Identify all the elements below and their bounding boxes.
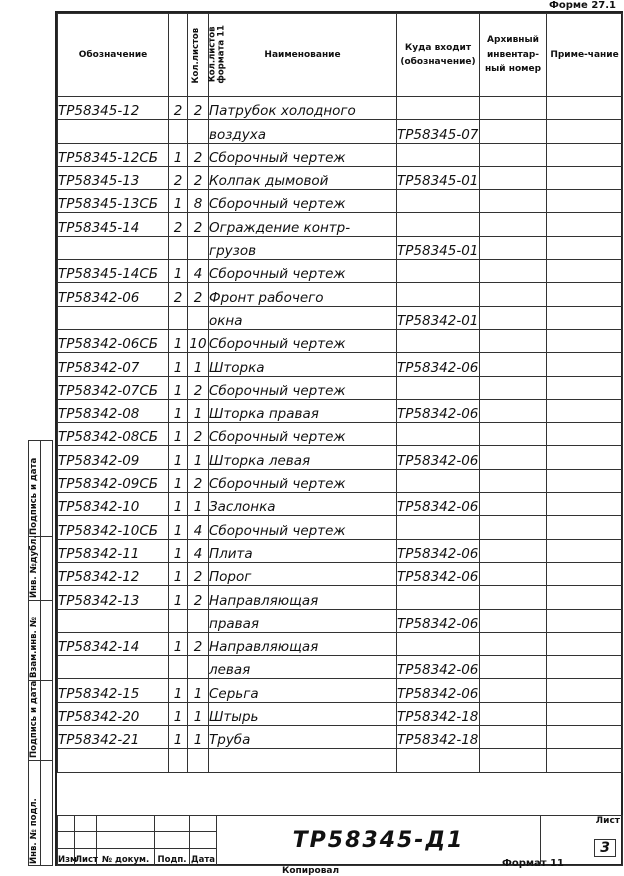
row-archive — [480, 120, 547, 143]
row-sheets-format — [188, 656, 209, 679]
row-destination — [397, 190, 480, 213]
row-sheets: 1 — [169, 539, 188, 562]
row-name: Фронт рабочего — [209, 283, 397, 306]
row-name: Сборочный чертеж — [209, 190, 397, 213]
row-sheets-format: 2 — [188, 423, 209, 446]
row-note — [547, 656, 623, 679]
row-destination: ТР58342-01 — [397, 306, 480, 329]
row-designation: ТР58342-15 — [58, 679, 169, 702]
row-destination — [397, 423, 480, 446]
row-note — [547, 213, 623, 236]
row-designation: ТР58342-07 — [58, 353, 169, 376]
row-sheets: 2 — [169, 283, 188, 306]
row-sheets — [169, 609, 188, 632]
row-sheets-format: 1 — [188, 702, 209, 725]
row-name: Сборочный чертеж — [209, 516, 397, 539]
table-row — [58, 562, 623, 585]
row-sheets-format — [188, 306, 209, 329]
side-divider-2 — [28, 600, 53, 601]
stamp-date: Дата — [190, 849, 217, 866]
table-row — [58, 702, 623, 725]
row-name: правая — [209, 609, 397, 632]
row-note — [547, 586, 623, 609]
row-note — [547, 353, 623, 376]
side-label-sign-date-1: Подпись и дата — [29, 457, 39, 535]
row-archive — [480, 702, 547, 725]
row-note — [547, 143, 623, 166]
col-designation: Обозначение — [58, 14, 169, 97]
row-sheets-format: 4 — [188, 260, 209, 283]
row-note — [547, 562, 623, 585]
row-destination: ТР58342-06 — [397, 609, 480, 632]
col-sheets: Кол.листов — [169, 14, 188, 97]
row-name: Шторка правая — [209, 399, 397, 422]
row-archive — [480, 726, 547, 749]
table-row — [58, 376, 623, 399]
row-note — [547, 609, 623, 632]
row-designation: ТР58342-10СБ — [58, 516, 169, 539]
row-designation: ТР58342-14 — [58, 632, 169, 655]
row-archive — [480, 399, 547, 422]
row-archive — [480, 143, 547, 166]
row-name: Направляющая — [209, 632, 397, 655]
row-destination — [397, 213, 480, 236]
row-destination — [397, 516, 480, 539]
row-sheets-format: 2 — [188, 213, 209, 236]
row-sheets: 1 — [169, 376, 188, 399]
table-row — [58, 679, 623, 702]
row-destination — [397, 749, 480, 772]
table-row — [58, 632, 623, 655]
copied-by-label: Копировал — [282, 866, 340, 876]
row-sheets-format: 2 — [188, 376, 209, 399]
row-archive — [480, 539, 547, 562]
side-divider-4 — [28, 760, 53, 761]
col-name: Наименование — [209, 14, 397, 97]
row-sheets: 1 — [169, 353, 188, 376]
table-row — [58, 446, 623, 469]
row-destination: ТР58342-06 — [397, 493, 480, 516]
row-destination — [397, 329, 480, 352]
table-row — [58, 609, 623, 632]
table-row — [58, 726, 623, 749]
row-destination — [397, 260, 480, 283]
row-sheets-format: 1 — [188, 399, 209, 422]
row-archive — [480, 609, 547, 632]
row-sheets: 2 — [169, 97, 188, 120]
table-row — [58, 166, 623, 189]
row-sheets-format: 2 — [188, 562, 209, 585]
row-designation — [58, 609, 169, 632]
row-destination — [397, 632, 480, 655]
row-designation: ТР58342-21 — [58, 726, 169, 749]
table-row — [58, 120, 623, 143]
table-row — [58, 423, 623, 446]
table-row — [58, 493, 623, 516]
table-row — [58, 586, 623, 609]
row-archive — [480, 376, 547, 399]
col-destination: Куда входит (обозначение) — [397, 14, 480, 97]
row-destination — [397, 586, 480, 609]
row-sheets: 1 — [169, 632, 188, 655]
table-row — [58, 97, 623, 120]
row-destination: ТР58342-18 — [397, 726, 480, 749]
col-note: Приме-чание — [547, 14, 623, 97]
row-sheets-format: 1 — [188, 493, 209, 516]
row-designation: ТР58342-09 — [58, 446, 169, 469]
stamp-izm: Изм — [58, 849, 75, 866]
row-sheets: 1 — [169, 143, 188, 166]
row-note — [547, 423, 623, 446]
row-designation: ТР58342-11 — [58, 539, 169, 562]
table-row — [58, 329, 623, 352]
row-sheets-format: 2 — [188, 632, 209, 655]
row-sheets: 1 — [169, 726, 188, 749]
side-label-inv-dubl: Инв. №дубл. — [29, 535, 39, 598]
row-note — [547, 469, 623, 492]
side-label-inv-podl: Инв. № подл. — [29, 798, 39, 864]
row-note — [547, 283, 623, 306]
row-sheets-format: 2 — [188, 166, 209, 189]
row-destination: ТР58345-07 — [397, 120, 480, 143]
row-name — [209, 749, 397, 772]
row-archive — [480, 446, 547, 469]
table-row — [58, 190, 623, 213]
row-sheets-format — [188, 236, 209, 259]
register-table — [57, 13, 623, 773]
row-destination: ТР58342-06 — [397, 446, 480, 469]
row-designation: ТР58345-13СБ — [58, 190, 169, 213]
row-name: Ограждение контр- — [209, 213, 397, 236]
row-note — [547, 399, 623, 422]
row-designation — [58, 656, 169, 679]
col-archive: Архивный инвентар-ный номер — [480, 14, 547, 97]
form-label-bottom: Формат 11 — [501, 858, 564, 869]
row-name: Труба — [209, 726, 397, 749]
side-stamp-divider — [40, 440, 54, 866]
row-note — [547, 306, 623, 329]
row-sheets-format: 2 — [188, 469, 209, 492]
row-archive — [480, 166, 547, 189]
row-sheets: 1 — [169, 702, 188, 725]
row-note — [547, 632, 623, 655]
row-sheets-format: 2 — [188, 586, 209, 609]
row-designation — [58, 749, 169, 772]
row-destination: ТР58342-06 — [397, 353, 480, 376]
row-sheets-format — [188, 120, 209, 143]
row-sheets-format: 1 — [188, 726, 209, 749]
table-row — [58, 469, 623, 492]
col-sheets-format: Кол.листов формата 11 — [188, 14, 209, 97]
row-note — [547, 260, 623, 283]
row-name: Сборочный чертеж — [209, 469, 397, 492]
row-name: грузов — [209, 236, 397, 259]
row-name: Сборочный чертеж — [209, 376, 397, 399]
row-name: Колпак дымовой — [209, 166, 397, 189]
row-archive — [480, 260, 547, 283]
row-archive — [480, 679, 547, 702]
table-row — [58, 213, 623, 236]
row-name: воздуха — [209, 120, 397, 143]
row-designation: ТР58342-08СБ — [58, 423, 169, 446]
row-sheets: 1 — [169, 260, 188, 283]
row-name: Штырь — [209, 702, 397, 725]
row-designation: ТР58345-14 — [58, 213, 169, 236]
row-destination — [397, 283, 480, 306]
row-sheets-format — [188, 749, 209, 772]
row-note — [547, 493, 623, 516]
row-designation: ТР58342-12 — [58, 562, 169, 585]
row-name: окна — [209, 306, 397, 329]
row-note — [547, 236, 623, 259]
row-sheets-format: 8 — [188, 190, 209, 213]
sheet-label: Лист — [595, 816, 620, 826]
row-name: Сборочный чертеж — [209, 143, 397, 166]
row-sheets-format: 2 — [188, 143, 209, 166]
stamp-sign: Подп. — [155, 849, 190, 866]
row-name: Сборочный чертеж — [209, 260, 397, 283]
row-destination: ТР58342-06 — [397, 539, 480, 562]
row-archive — [480, 469, 547, 492]
row-sheets: 1 — [169, 423, 188, 446]
row-destination: ТР58345-01 — [397, 236, 480, 259]
row-sheets: 2 — [169, 166, 188, 189]
row-archive — [480, 329, 547, 352]
row-designation: ТР58342-06 — [58, 283, 169, 306]
row-sheets-format: 10 — [188, 329, 209, 352]
row-designation — [58, 236, 169, 259]
row-archive — [480, 493, 547, 516]
row-note — [547, 166, 623, 189]
table-row — [58, 749, 623, 772]
row-destination — [397, 143, 480, 166]
row-archive — [480, 656, 547, 679]
row-designation: ТР58342-08 — [58, 399, 169, 422]
row-note — [547, 726, 623, 749]
row-sheets-format: 2 — [188, 283, 209, 306]
row-archive — [480, 353, 547, 376]
row-note — [547, 329, 623, 352]
row-sheets: 1 — [169, 469, 188, 492]
row-name: Шторка — [209, 353, 397, 376]
row-designation: ТР58342-20 — [58, 702, 169, 725]
header-row — [58, 14, 623, 97]
row-sheets: 1 — [169, 679, 188, 702]
row-name: Серьга — [209, 679, 397, 702]
row-archive — [480, 749, 547, 772]
row-name: левая — [209, 656, 397, 679]
row-name: Патрубок холодного — [209, 97, 397, 120]
row-sheets-format: 1 — [188, 353, 209, 376]
row-designation: ТР58345-12СБ — [58, 143, 169, 166]
table-row — [58, 656, 623, 679]
row-designation: ТР58345-12 — [58, 97, 169, 120]
row-destination: ТР58342-18 — [397, 702, 480, 725]
row-name: Порог — [209, 562, 397, 585]
row-destination: ТР58345-01 — [397, 166, 480, 189]
row-sheets: 1 — [169, 190, 188, 213]
row-archive — [480, 632, 547, 655]
row-note — [547, 539, 623, 562]
sheet-number: 3 — [594, 839, 616, 857]
row-sheets-format: 1 — [188, 679, 209, 702]
row-name: Сборочный чертеж — [209, 423, 397, 446]
row-sheets-format: 1 — [188, 446, 209, 469]
row-sheets: 1 — [169, 562, 188, 585]
row-sheets-format: 4 — [188, 516, 209, 539]
row-sheets — [169, 120, 188, 143]
table-row — [58, 143, 623, 166]
table-body — [58, 97, 623, 773]
row-archive — [480, 283, 547, 306]
row-sheets: 2 — [169, 213, 188, 236]
row-sheets: 1 — [169, 586, 188, 609]
table-row — [58, 260, 623, 283]
row-destination — [397, 376, 480, 399]
row-destination: ТР58342-06 — [397, 679, 480, 702]
row-sheets: 1 — [169, 493, 188, 516]
row-designation: ТР58342-06СБ — [58, 329, 169, 352]
row-archive — [480, 562, 547, 585]
side-label-sign-date-2: Подпись и дата — [29, 680, 39, 758]
row-note — [547, 97, 623, 120]
row-sheets: 1 — [169, 516, 188, 539]
row-note — [547, 120, 623, 143]
row-note — [547, 679, 623, 702]
row-designation: ТР58345-13 — [58, 166, 169, 189]
row-destination: ТР58342-06 — [397, 656, 480, 679]
row-designation — [58, 120, 169, 143]
row-sheets: 1 — [169, 329, 188, 352]
table-row — [58, 306, 623, 329]
row-archive — [480, 586, 547, 609]
row-designation: ТР58342-10 — [58, 493, 169, 516]
row-sheets — [169, 656, 188, 679]
row-sheets: 1 — [169, 446, 188, 469]
row-name: Сборочный чертеж — [209, 329, 397, 352]
row-destination — [397, 97, 480, 120]
row-destination: ТР58342-06 — [397, 399, 480, 422]
row-note — [547, 516, 623, 539]
row-note — [547, 702, 623, 725]
stamp-list: Лист — [75, 849, 97, 866]
row-note — [547, 190, 623, 213]
row-designation: ТР58342-07СБ — [58, 376, 169, 399]
table-row — [58, 353, 623, 376]
row-sheets — [169, 236, 188, 259]
table-row — [58, 516, 623, 539]
document-number: ТР58345-Д1 — [292, 828, 465, 853]
row-note — [547, 446, 623, 469]
table-row — [58, 399, 623, 422]
row-designation: ТР58345-14СБ — [58, 260, 169, 283]
row-archive — [480, 423, 547, 446]
row-name: Направляющая — [209, 586, 397, 609]
row-name: Шторка левая — [209, 446, 397, 469]
row-sheets-format: 2 — [188, 97, 209, 120]
row-designation: ТР58342-13 — [58, 586, 169, 609]
form-label-top: Форме 27.1 — [548, 0, 616, 11]
row-archive — [480, 97, 547, 120]
row-name: Заслонка — [209, 493, 397, 516]
row-sheets-format: 4 — [188, 539, 209, 562]
row-name: Плита — [209, 539, 397, 562]
row-archive — [480, 236, 547, 259]
row-destination: ТР58342-06 — [397, 562, 480, 585]
row-sheets — [169, 749, 188, 772]
row-sheets-format — [188, 609, 209, 632]
table-row — [58, 283, 623, 306]
row-sheets — [169, 306, 188, 329]
row-designation — [58, 306, 169, 329]
side-label-vzam-inv: Взам.инв. № — [29, 617, 39, 678]
row-archive — [480, 213, 547, 236]
row-archive — [480, 306, 547, 329]
row-archive — [480, 190, 547, 213]
row-designation: ТР58342-09СБ — [58, 469, 169, 492]
row-archive — [480, 516, 547, 539]
table-row — [58, 236, 623, 259]
row-note — [547, 376, 623, 399]
stamp-doc-no: № докум. — [97, 849, 155, 866]
row-sheets: 1 — [169, 399, 188, 422]
row-destination — [397, 469, 480, 492]
table-row — [58, 539, 623, 562]
row-note — [547, 749, 623, 772]
